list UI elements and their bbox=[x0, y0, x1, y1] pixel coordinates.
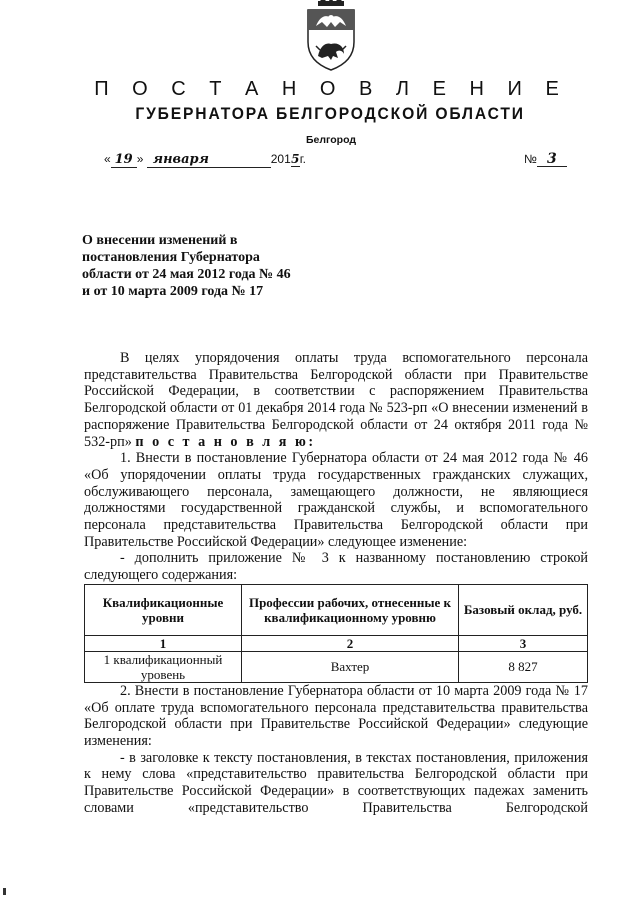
resolve-word: п о с т а н о в л я ю: bbox=[135, 433, 316, 450]
document-body bbox=[84, 350, 588, 816]
table-cell-salary: 8 827 bbox=[459, 651, 588, 682]
document-title: П О С Т А Н О В Л Е Н И Е bbox=[94, 78, 568, 100]
table-cell-level: 1 квалификационный уровень bbox=[85, 651, 242, 682]
number-value: 3 bbox=[537, 152, 567, 167]
subject-line: О внесении изменений в bbox=[82, 233, 238, 248]
subject-line: и от 10 марта 2009 года № 17 bbox=[82, 284, 264, 299]
subject-line: постановления Губернатора bbox=[82, 250, 260, 265]
table-column-number: 3 bbox=[459, 635, 588, 651]
document-city: Белгород bbox=[305, 134, 357, 146]
table-header-levels: Квалификационные уровни bbox=[85, 584, 242, 635]
document-subject bbox=[82, 232, 291, 300]
date-year-suffix: 5 bbox=[291, 152, 300, 166]
subject-line: области от 24 мая 2012 года № 46 bbox=[82, 267, 291, 282]
item-2-subparagraph: - в заголовке к тексту постановления, в текстах постановления, приложения к нему слова «представительство правительства Белгородской области при Правительстве Российской Федерации» в соответствующих падежах заменить словами «представительство Правительства Белгородской bbox=[84, 749, 588, 816]
table-header-salary: Базовый оклад, руб. bbox=[459, 584, 588, 635]
document-issuer: ГУБЕРНАТОРА БЕЛГОРОДСКОЙ ОБЛАСТИ bbox=[135, 104, 525, 123]
scan-mark bbox=[3, 888, 6, 895]
number-label: № bbox=[524, 152, 537, 166]
date-day: 19 bbox=[111, 153, 137, 168]
date-quote-open: « bbox=[104, 152, 111, 166]
coat-of-arms-emblem bbox=[302, 0, 360, 72]
date-year-prefix: 201 bbox=[270, 152, 291, 166]
salary-table bbox=[84, 584, 588, 683]
preamble-text: В целях упорядочения оплаты труда вспомогательного персонала представительства Правительства Белгородской области при Правительстве Российской Федерации, в соответствии с распоряжением Правительства Белгородской области от 01 декабря 2014 года № 523-рп «О внесении изменений в распоряжение Правительства Белгородской области от 24 октября 2011 года № 532-рп» bbox=[84, 350, 588, 450]
date-quote-close: » bbox=[136, 152, 144, 166]
item-1-paragraph: 1. Внести в постановление Губернатора области от 24 мая 2012 года № 46 «Об упорядочении оплаты труда государственных гражданских служащих, обслуживающего персонала, замещающего должности, не являющиеся должностями государственной гражданской службы, и вспомогательного персонала представительства Правительства Белгородской области при Правительстве Российской Федерации» следующее изменение: bbox=[84, 450, 588, 550]
preamble-paragraph bbox=[84, 350, 588, 450]
document-number bbox=[524, 152, 567, 167]
table-column-number: 1 bbox=[85, 635, 242, 651]
table-cell-profession: Вахтер bbox=[242, 651, 459, 682]
table-header-professions: Профессии рабочих, отнесенные к квалификационному уровню bbox=[242, 584, 459, 635]
item-2-paragraph: 2. Внести в постановление Губернатора области от 10 марта 2009 года № 17 «Об оплате труда вспомогательного персонала представительства правительства Белгородской области при Правительстве Российской Федерации» следующие изменения: bbox=[84, 682, 588, 749]
document-date bbox=[104, 152, 306, 168]
date-year-end: г. bbox=[299, 152, 306, 166]
date-month: января bbox=[147, 153, 271, 168]
item-1-subparagraph: - дополнить приложение № 3 к названному постановлению строкой следующего содержания: bbox=[84, 550, 588, 584]
table-row bbox=[85, 651, 588, 682]
table-column-number: 2 bbox=[242, 635, 459, 651]
